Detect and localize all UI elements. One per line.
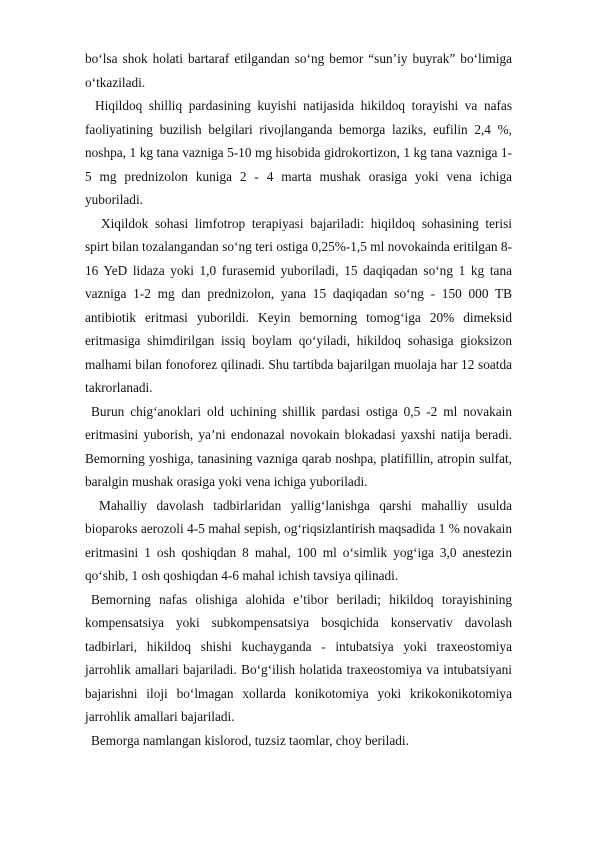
paragraph-oxygen-diet: Bemorga namlangan kislorod, tuzsiz taomlar, choy beriladi. [91,732,409,748]
paragraph-novocaine-blockade: Burun chig‘anoklari old uchining shillik pardasi ostiga 0,5 -2 ml novakain eritmasini yuborish, ya’ni endonazal novokain blokadasi yaxshi natija beradi. Bemorning yoshiga, tanasining vazniga qarab noshpa, platifillin, atropin sulfat, baralgin mushak orasiga yoki vena ichiga yuboriladi. [85,403,512,489]
paragraph-breathing-attention: Bemorning nafas olishiga alohida e’tibor beriladi; hikildoq torayishining kompensatsiya yoki subkompensatsiya bosqichida konservativ davolash tadbirlari, hikildoq shishi kuchayganda - intubatsiya yoki traxeostomiya jarrohlik amallari bajariladi. Bo‘g‘ilish holatida traxeostomiya va intubatsiyani bajarishni iloji bo‘lmagan xollarda konikotomiya yoki krikokonikotomiya jarrohlik amallari bajariladi. [85,591,512,724]
paragraph-lymphotropic-therapy: Xiqildok sohasi limfotrop terapiyasi bajariladi: hiqildoq sohasining terisi spirt bilan tozalangandan so‘ng teri ostiga 0,25%-1,5 ml novokainda eritilgan 8-16 YeD lidaza yoki 1,0 furasemid yuboriladi, 15 daqiqadan so‘ng 1 kg tana vazniga 1-2 mg dan prednizolon, yana 15 daqiqadan so‘ng - 150 000 TB antibiotik eritmasi yuborildi. Keyin bemorning tomog‘iga 20% dimeksid eritmasiga shimdirilgan issiq boylam qo‘yiladi, hikildoq sohasiga gioksizon malhami bilan fonoforez qilinadi. Shu tartibda bajarilgan muolaja har 12 soatda takrorlanadi. [85,215,512,395]
paragraph-transfer-note: bo‘lsa shok holati bartaraf etilgandan so‘ng bemor “sun’iy buyrak” bo‘limiga o‘tkaziladi. [85,51,512,90]
paragraph-larynx-burn-treatment: Hiqildoq shilliq pardasining kuyishi natijasida hikildoq torayishi va nafas faoliyatining buzilish belgilari rivojlanganda bemorga laziks, eufilin 2,4 %, noshpa, 1 kg tana vazniga 5-10 mg hisobida gidrokortizon, 1 kg tana vazniga 1-5 mg prednizolon kuniga 2 - 4 marta mushak orasiga yoki vena ichiga yuboriladi. [85,98,512,207]
document-body [85,47,512,752]
paragraph-local-treatment: Mahalliy davolash tadbirlaridan yallig‘lanishga qarshi mahalliy usulda bioparoks aerozoli 4-5 mahal sepish, og‘riqsizlantirish maqsadida 1 % novakain eritmasini 1 osh qoshiqdan 8 mahal, 100 ml o‘simlik yog‘iga 3,0 anestezin qo‘shib, 1 osh qoshiqdan 4-6 mahal ichish tavsiya qilinadi. [85,497,512,583]
